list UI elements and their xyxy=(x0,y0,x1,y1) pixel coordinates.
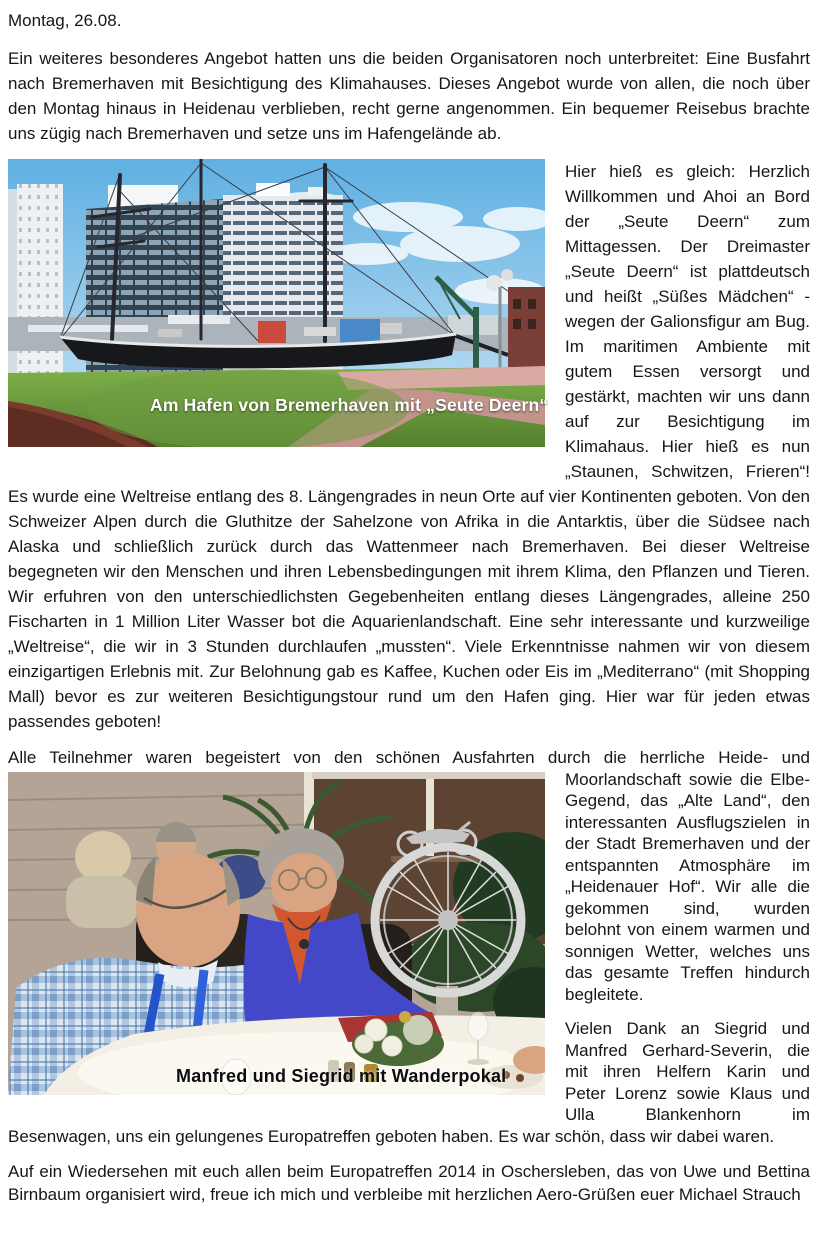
paragraph-abschied: Auf ein Wiedersehen mit euch allen beim Europatreffen 2014 in Oschersleben, das von Uwe und Bettina Birnbaum organisiert wird, freue ich mich und verbleibe mit herzlichen Aero-Grüßen euer Michael Strauch xyxy=(8,1162,810,1204)
photo-bremerhaven-harbor xyxy=(8,159,549,447)
photo-caption-harbor: Am Hafen von Bremerhaven mit „Seute Deern“ xyxy=(150,395,549,415)
photo-manfred-siegrid xyxy=(8,772,545,1095)
photo-caption-dinner: Manfred und Siegrid mit Wanderpokal xyxy=(176,1065,507,1086)
paragraph-dank: Vielen Dank an Siegrid und Manfred Gerhard-Severin, die mit ihren Helfern Karin und Peter Lorenz sowie Klaus und Ulla Blankenhorn im Besenwagen, uns ein gelungenes Europatreffen geboten haben. Es war schön, dass wir dabei waren. xyxy=(8,1019,810,1146)
date-heading: Montag, 26.08. xyxy=(8,11,122,30)
paragraph-ausfahrten-rest: Moorlandschaft sowie die Elbe-Gegend, das „Alte Land“, den interessanten Ausflugszielen in der Stadt Bremerhaven und der entspannten Atmosphäre im „Heidenauer Hof“. Wir alle die gekommen sind, wurden belohnt von einem warmen und sonnigen Wetter, welches uns das gesamte Treffen hindurch begleitete. xyxy=(565,769,810,1004)
dinner-illustration xyxy=(8,772,545,1095)
paragraph-intro: Ein weiteres besonderes Angebot hatten uns die beiden Organisatoren noch unterbreitet: Eine Busfahrt nach Bremerhaven mit Besichtigung des Klimahauses. Dieses Angebot wurde von allen, die noch über den Montag hinaus in Heidenau verblieben, recht gerne angenommen. Ein bequemer Reisebus brachte uns zügig nach Bremerhaven und setze uns im Hafengelände ab. xyxy=(8,49,810,143)
paragraph-klimahaus: Hier hieß es gleich: Herzlich Willkommen und Ahoi an Bord der „Seute Deern“ zum Mittagessen. Der Dreimaster „Seute Deern“ ist plattdeutsch und heißt „Süßes Mädchen“ - wegen der Galionsfigur am Bug. Im maritimen Ambiente mit gutem Essen versorgt und gestärkt, machten wir uns dann auf zur Besichtigung im Klimahaus. Hier hieß es nun „Staunen, Schwitzen, Frieren“! Es wurde eine Weltreise entlang des 8. Längengrades in neun Orte auf vier Kontinenten geboten. Von den Schweizer Alpen durch die Gluthitze der Sahelzone von Afrika in die Antarktis, über die Südsee nach Alaska und schließlich zurück durch das Wattenmeer nach Bremerhaven. Bei dieser Weltreise begegneten wir den Menschen und ihren Lebensbedingungen mit ihrem Klima, den Pflanzen und Tieren. Wir erfuhren von den unterschiedlichsten Gegebenheiten entlang dieses Längengrades, alleine 250 Fischarten in 1 Million Liter Wasser bot die Aquarienlandschaft. Eine sehr interessante und kurzweilige „Weltreise“, die wir in 3 Stunden durchlaufen „mussten“. Viele Erkenntnisse nahmen wir von diesem einzigartigen Erlebnis mit. Zur Belohnung gab es Kaffee, Kuchen oder Eis im „Mediterrano“ (mit Shopping Mall) bevor es zur weiteren Besichtigungstour rund um den Hafen ging. Hier war für jeden etwas passendes geboten! xyxy=(8,162,810,731)
paragraph-ausfahrten-lead: Alle Teilnehmer waren begeistert von den schönen Ausfahrten durch die herrliche Heide- und xyxy=(8,748,810,767)
